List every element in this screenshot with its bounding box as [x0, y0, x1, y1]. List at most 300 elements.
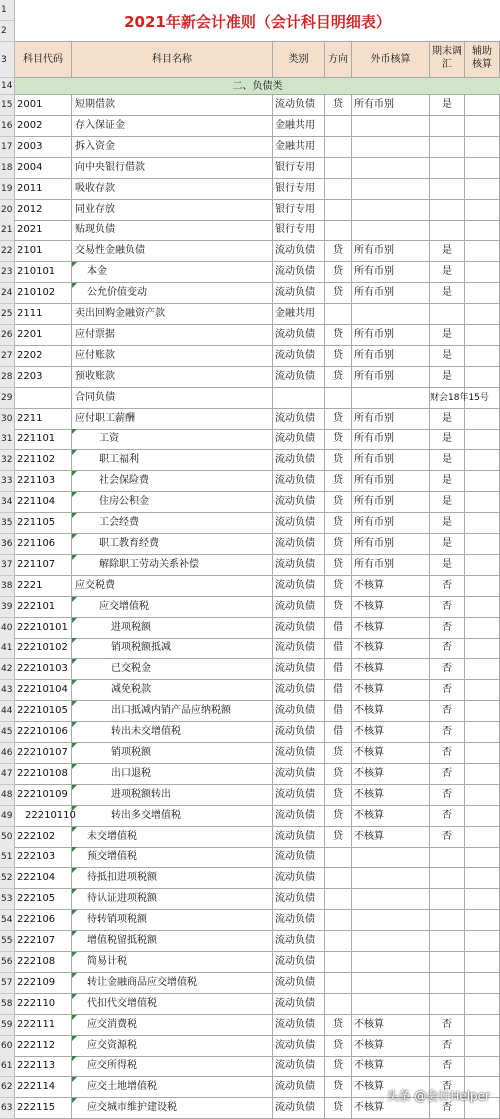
cell-period-adjust[interactable]: 否	[430, 827, 465, 848]
cell-fx[interactable]: 不核算	[352, 764, 430, 785]
cell-direction[interactable]	[325, 220, 352, 241]
cell-name[interactable]: 待认证进项税额	[72, 889, 273, 910]
cell-auxiliary[interactable]	[465, 534, 500, 555]
row-number[interactable]: 48	[0, 785, 15, 806]
cell-fx[interactable]: 不核算	[352, 827, 430, 848]
cell-name[interactable]: 本金	[72, 262, 273, 283]
cell-direction[interactable]: 贷	[325, 325, 352, 346]
cell-name[interactable]: 应交所得税	[72, 1056, 273, 1077]
cell-code[interactable]: 222113	[15, 1056, 72, 1077]
cell-period-adjust[interactable]	[430, 889, 465, 910]
cell-code[interactable]: 222101	[15, 597, 72, 618]
cell-auxiliary[interactable]	[465, 806, 500, 827]
row-number[interactable]: 37	[0, 555, 15, 576]
cell-period-adjust[interactable]: 否	[430, 597, 465, 618]
cell-name[interactable]: 存入保证金	[72, 116, 273, 137]
row-number[interactable]: 42	[0, 659, 15, 680]
row-number[interactable]: 57	[0, 973, 15, 994]
cell-name[interactable]: 减免税款	[72, 680, 273, 701]
cell-period-adjust[interactable]: 是	[430, 450, 465, 471]
row-number[interactable]: 58	[0, 994, 15, 1015]
cell-code[interactable]: 22210107	[15, 743, 72, 764]
cell-fx[interactable]: 所有币别	[352, 409, 430, 430]
cell-fx[interactable]	[352, 304, 430, 325]
cell-direction[interactable]	[325, 931, 352, 952]
cell-fx[interactable]: 不核算	[352, 806, 430, 827]
cell-category[interactable]: 流动负债	[273, 95, 325, 116]
cell-name[interactable]: 应交土地增值税	[72, 1077, 273, 1098]
cell-code[interactable]: 222112	[15, 1036, 72, 1057]
cell-period-adjust[interactable]: 否	[430, 785, 465, 806]
cell-fx[interactable]: 不核算	[352, 722, 430, 743]
cell-name[interactable]: 职工福利	[72, 450, 273, 471]
cell-fx[interactable]: 所有币别	[352, 555, 430, 576]
cell-category[interactable]: 银行专用	[273, 200, 325, 221]
cell-auxiliary[interactable]	[465, 304, 500, 325]
cell-name[interactable]: 增值税留抵税额	[72, 931, 273, 952]
cell-direction[interactable]: 贷	[325, 513, 352, 534]
cell-direction[interactable]: 贷	[325, 743, 352, 764]
cell-fx[interactable]: 不核算	[352, 1036, 430, 1057]
cell-auxiliary[interactable]	[465, 346, 500, 367]
cell-period-adjust[interactable]	[430, 994, 465, 1015]
row-number[interactable]: 61	[0, 1056, 15, 1077]
cell-auxiliary[interactable]	[465, 513, 500, 534]
cell-name[interactable]: 短期借款	[72, 95, 273, 116]
cell-auxiliary[interactable]	[465, 597, 500, 618]
cell-auxiliary[interactable]	[465, 889, 500, 910]
cell-name[interactable]: 预交增值税	[72, 847, 273, 868]
cell-code[interactable]: 222105	[15, 889, 72, 910]
cell-direction[interactable]: 贷	[325, 367, 352, 388]
cell-category[interactable]: 流动负债	[273, 994, 325, 1015]
cell-period-adjust[interactable]	[430, 847, 465, 868]
cell-category[interactable]: 流动负债	[273, 471, 325, 492]
cell-fx[interactable]	[352, 931, 430, 952]
cell-direction[interactable]: 贷	[325, 1077, 352, 1098]
cell-period-adjust[interactable]	[430, 179, 465, 200]
cell-auxiliary[interactable]	[465, 409, 500, 430]
cell-name[interactable]: 应交资源税	[72, 1036, 273, 1057]
cell-direction[interactable]: 贷	[325, 785, 352, 806]
cell-fx[interactable]: 不核算	[352, 785, 430, 806]
cell-code[interactable]: 22210105	[15, 701, 72, 722]
header-code[interactable]: 科目代码	[15, 42, 72, 78]
cell-category[interactable]: 流动负债	[273, 659, 325, 680]
cell-code[interactable]: 22210101	[15, 618, 72, 639]
cell-code[interactable]: 222111	[15, 1015, 72, 1036]
cell-direction[interactable]: 贷	[325, 534, 352, 555]
cell-category[interactable]: 流动负债	[273, 346, 325, 367]
cell-name[interactable]: 社会保险费	[72, 471, 273, 492]
row-number[interactable]: 18	[0, 158, 15, 179]
row-number[interactable]: 28	[0, 367, 15, 388]
cell-direction[interactable]	[325, 868, 352, 889]
cell-name[interactable]: 向中央银行借款	[72, 158, 273, 179]
row-number[interactable]: 38	[0, 576, 15, 597]
cell-fx[interactable]: 不核算	[352, 576, 430, 597]
cell-category[interactable]: 流动负债	[273, 429, 325, 450]
cell-direction[interactable]: 贷	[325, 764, 352, 785]
cell-category[interactable]: 金融共用	[273, 116, 325, 137]
cell-category[interactable]: 流动负债	[273, 325, 325, 346]
cell-name[interactable]: 销项税额	[72, 743, 273, 764]
cell-fx[interactable]	[352, 952, 430, 973]
cell-fx[interactable]: 不核算	[352, 659, 430, 680]
cell-name[interactable]: 代扣代交增值税	[72, 994, 273, 1015]
cell-fx[interactable]	[352, 868, 430, 889]
cell-name[interactable]: 合同负债	[72, 388, 273, 409]
cell-code[interactable]: 22210110	[15, 806, 72, 827]
cell-period-adjust[interactable]	[430, 910, 465, 931]
cell-fx[interactable]: 所有币别	[352, 429, 430, 450]
cell-auxiliary[interactable]	[465, 722, 500, 743]
row-number[interactable]: 62	[0, 1077, 15, 1098]
cell-category[interactable]: 金融共用	[273, 304, 325, 325]
cell-auxiliary[interactable]	[465, 429, 500, 450]
cell-code[interactable]: 2011	[15, 179, 72, 200]
cell-auxiliary[interactable]	[465, 847, 500, 868]
cell-category[interactable]: 流动负债	[273, 1015, 325, 1036]
cell-code[interactable]: 210102	[15, 283, 72, 304]
cell-direction[interactable]: 贷	[325, 1015, 352, 1036]
cell-fx[interactable]: 所有币别	[352, 325, 430, 346]
cell-name[interactable]: 转出多交增值税	[72, 806, 273, 827]
cell-category[interactable]: 流动负债	[273, 618, 325, 639]
cell-fx[interactable]: 不核算	[352, 1077, 430, 1098]
cell-auxiliary[interactable]	[465, 910, 500, 931]
row-number[interactable]: 47	[0, 764, 15, 785]
header-direction[interactable]: 方向	[325, 42, 352, 78]
cell-auxiliary[interactable]	[465, 931, 500, 952]
cell-direction[interactable]: 贷	[325, 346, 352, 367]
cell-auxiliary[interactable]	[465, 471, 500, 492]
cell-name[interactable]: 工会经费	[72, 513, 273, 534]
cell-category[interactable]: 流动负债	[273, 847, 325, 868]
cell-category[interactable]: 流动负债	[273, 513, 325, 534]
cell-code[interactable]: 222108	[15, 952, 72, 973]
cell-period-adjust[interactable]: 是	[430, 346, 465, 367]
cell-direction[interactable]: 贷	[325, 262, 352, 283]
cell-code[interactable]: 222107	[15, 931, 72, 952]
cell-period-adjust[interactable]: 否	[430, 1056, 465, 1077]
cell-direction[interactable]: 贷	[325, 806, 352, 827]
cell-direction[interactable]: 借	[325, 701, 352, 722]
cell-fx[interactable]: 所有币别	[352, 471, 430, 492]
cell-fx[interactable]: 所有币别	[352, 346, 430, 367]
cell-fx[interactable]	[352, 910, 430, 931]
cell-name[interactable]: 进项税额转出	[72, 785, 273, 806]
row-number[interactable]: 3	[0, 42, 15, 78]
cell-code[interactable]: 22210109	[15, 785, 72, 806]
cell-code[interactable]: 221106	[15, 534, 72, 555]
header-category[interactable]: 类别	[273, 42, 325, 78]
cell-period-adjust[interactable]: 否	[430, 1098, 465, 1119]
cell-code[interactable]: 2101	[15, 241, 72, 262]
cell-category[interactable]: 流动负债	[273, 806, 325, 827]
cell-fx[interactable]: 不核算	[352, 597, 430, 618]
cell-direction[interactable]: 借	[325, 680, 352, 701]
row-number[interactable]: 44	[0, 701, 15, 722]
cell-period-adjust[interactable]	[430, 868, 465, 889]
cell-period-adjust[interactable]: 否	[430, 659, 465, 680]
cell-name[interactable]: 已交税金	[72, 659, 273, 680]
cell-category[interactable]: 流动负债	[273, 910, 325, 931]
cell-name[interactable]: 卖出回购金融资产款	[72, 304, 273, 325]
header-period-adjust[interactable]: 期末调汇	[430, 42, 465, 78]
cell-direction[interactable]: 贷	[325, 576, 352, 597]
row-number[interactable]: 32	[0, 450, 15, 471]
cell-name[interactable]: 待转销项税额	[72, 910, 273, 931]
cell-fx[interactable]: 所有币别	[352, 241, 430, 262]
cell-code[interactable]: 222106	[15, 910, 72, 931]
cell-auxiliary[interactable]	[465, 200, 500, 221]
cell-code[interactable]: 2203	[15, 367, 72, 388]
cell-fx[interactable]: 不核算	[352, 638, 430, 659]
cell-direction[interactable]: 贷	[325, 1036, 352, 1057]
cell-category[interactable]	[273, 388, 325, 409]
cell-name[interactable]: 吸收存款	[72, 179, 273, 200]
cell-name[interactable]: 简易计税	[72, 952, 273, 973]
cell-direction[interactable]: 贷	[325, 283, 352, 304]
cell-auxiliary[interactable]	[465, 241, 500, 262]
cell-code[interactable]: 221102	[15, 450, 72, 471]
cell-direction[interactable]: 贷	[325, 492, 352, 513]
row-number[interactable]: 59	[0, 1015, 15, 1036]
cell-name[interactable]: 未交增值税	[72, 827, 273, 848]
cell-fx[interactable]: 不核算	[352, 743, 430, 764]
cell-category[interactable]: 流动负债	[273, 283, 325, 304]
cell-fx[interactable]	[352, 847, 430, 868]
cell-code[interactable]: 2002	[15, 116, 72, 137]
cell-period-adjust[interactable]	[430, 952, 465, 973]
row-number[interactable]: 1	[0, 0, 15, 21]
row-number[interactable]: 30	[0, 409, 15, 430]
cell-code[interactable]: 2111	[15, 304, 72, 325]
cell-period-adjust[interactable]	[430, 158, 465, 179]
cell-category[interactable]: 流动负债	[273, 555, 325, 576]
cell-fx[interactable]: 所有币别	[352, 262, 430, 283]
cell-period-adjust[interactable]: 否	[430, 743, 465, 764]
cell-direction[interactable]	[325, 973, 352, 994]
cell-name[interactable]: 出口抵减内销产品应纳税额	[72, 701, 273, 722]
row-number[interactable]: 35	[0, 513, 15, 534]
cell-period-adjust[interactable]: 是	[430, 409, 465, 430]
cell-category[interactable]: 流动负债	[273, 1036, 325, 1057]
cell-period-adjust[interactable]: 是	[430, 283, 465, 304]
cell-auxiliary[interactable]	[465, 450, 500, 471]
row-number[interactable]: 2	[0, 21, 15, 42]
cell-code[interactable]	[15, 388, 72, 409]
cell-period-adjust[interactable]	[430, 137, 465, 158]
cell-auxiliary[interactable]	[465, 638, 500, 659]
row-number[interactable]: 39	[0, 597, 15, 618]
cell-direction[interactable]: 借	[325, 618, 352, 639]
cell-code[interactable]: 221101	[15, 429, 72, 450]
cell-category[interactable]: 流动负债	[273, 450, 325, 471]
cell-name[interactable]: 进项税额	[72, 618, 273, 639]
cell-direction[interactable]: 借	[325, 722, 352, 743]
cell-direction[interactable]	[325, 952, 352, 973]
row-number[interactable]: 29	[0, 388, 15, 409]
cell-auxiliary[interactable]	[465, 576, 500, 597]
cell-auxiliary[interactable]	[465, 952, 500, 973]
cell-direction[interactable]: 贷	[325, 471, 352, 492]
cell-period-adjust[interactable]: 是	[430, 262, 465, 283]
row-number[interactable]: 40	[0, 618, 15, 639]
cell-period-adjust[interactable]	[430, 931, 465, 952]
row-number[interactable]: 54	[0, 910, 15, 931]
cell-auxiliary[interactable]	[465, 283, 500, 304]
cell-direction[interactable]: 贷	[325, 827, 352, 848]
row-number[interactable]: 36	[0, 534, 15, 555]
cell-category[interactable]: 流动负债	[273, 1077, 325, 1098]
cell-name[interactable]: 应交税费	[72, 576, 273, 597]
cell-code[interactable]: 2004	[15, 158, 72, 179]
row-number[interactable]: 14	[0, 78, 15, 95]
cell-period-adjust[interactable]: 是	[430, 471, 465, 492]
cell-direction[interactable]	[325, 179, 352, 200]
cell-direction[interactable]	[325, 158, 352, 179]
header-auxiliary[interactable]: 辅助核算	[465, 42, 500, 78]
cell-period-adjust[interactable]: 否	[430, 764, 465, 785]
cell-name[interactable]: 转出未交增值税	[72, 722, 273, 743]
cell-category[interactable]: 流动负债	[273, 638, 325, 659]
cell-fx[interactable]: 不核算	[352, 1015, 430, 1036]
cell-fx[interactable]: 所有币别	[352, 450, 430, 471]
cell-fx[interactable]	[352, 220, 430, 241]
cell-fx[interactable]: 不核算	[352, 1098, 430, 1119]
cell-direction[interactable]: 贷	[325, 429, 352, 450]
row-number[interactable]: 63	[0, 1098, 15, 1119]
cell-direction[interactable]	[325, 847, 352, 868]
cell-code[interactable]: 222110	[15, 994, 72, 1015]
cell-category[interactable]: 流动负债	[273, 827, 325, 848]
cell-auxiliary[interactable]	[465, 367, 500, 388]
cell-period-adjust[interactable]: 是	[430, 241, 465, 262]
row-number[interactable]: 60	[0, 1036, 15, 1057]
cell-period-adjust[interactable]: 否	[430, 701, 465, 722]
row-number[interactable]: 20	[0, 200, 15, 221]
row-number[interactable]: 25	[0, 304, 15, 325]
cell-code[interactable]: 2012	[15, 200, 72, 221]
row-number[interactable]: 55	[0, 931, 15, 952]
cell-period-adjust[interactable]	[430, 220, 465, 241]
cell-name[interactable]: 应付票据	[72, 325, 273, 346]
cell-name[interactable]: 贴现负债	[72, 220, 273, 241]
cell-code[interactable]: 2021	[15, 220, 72, 241]
cell-direction[interactable]: 贷	[325, 409, 352, 430]
cell-name[interactable]: 应交消费税	[72, 1015, 273, 1036]
cell-fx[interactable]	[352, 158, 430, 179]
cell-direction[interactable]: 贷	[325, 241, 352, 262]
cell-period-adjust[interactable]: 否	[430, 638, 465, 659]
cell-auxiliary[interactable]	[465, 262, 500, 283]
cell-code[interactable]: 222109	[15, 973, 72, 994]
cell-fx[interactable]: 所有币别	[352, 283, 430, 304]
cell-direction[interactable]: 借	[325, 659, 352, 680]
cell-category[interactable]: 流动负债	[273, 868, 325, 889]
row-number[interactable]: 17	[0, 137, 15, 158]
cell-period-adjust[interactable]	[430, 973, 465, 994]
cell-fx[interactable]	[352, 179, 430, 200]
row-number[interactable]: 15	[0, 95, 15, 116]
cell-auxiliary[interactable]	[465, 743, 500, 764]
row-number[interactable]: 33	[0, 471, 15, 492]
cell-direction[interactable]: 贷	[325, 597, 352, 618]
cell-category[interactable]: 流动负债	[273, 1098, 325, 1119]
row-number[interactable]: 34	[0, 492, 15, 513]
cell-name[interactable]: 应付账款	[72, 346, 273, 367]
cell-name[interactable]: 应交增值税	[72, 597, 273, 618]
cell-name[interactable]: 转让金融商品应交增值税	[72, 973, 273, 994]
cell-auxiliary[interactable]	[465, 659, 500, 680]
row-number[interactable]: 21	[0, 220, 15, 241]
cell-category[interactable]: 流动负债	[273, 534, 325, 555]
cell-code[interactable]: 221107	[15, 555, 72, 576]
cell-code[interactable]: 22210108	[15, 764, 72, 785]
cell-category[interactable]: 银行专用	[273, 220, 325, 241]
cell-period-adjust[interactable]: 否	[430, 722, 465, 743]
cell-code[interactable]: 22210106	[15, 722, 72, 743]
cell-code[interactable]: 221103	[15, 471, 72, 492]
cell-category[interactable]: 流动负债	[273, 743, 325, 764]
cell-auxiliary[interactable]: 财会18年15号	[429, 388, 500, 409]
cell-category[interactable]: 流动负债	[273, 764, 325, 785]
cell-direction[interactable]: 借	[325, 638, 352, 659]
row-number[interactable]: 50	[0, 827, 15, 848]
cell-fx[interactable]: 所有币别	[352, 367, 430, 388]
row-number[interactable]: 52	[0, 868, 15, 889]
cell-code[interactable]: 222104	[15, 868, 72, 889]
cell-auxiliary[interactable]	[465, 994, 500, 1015]
cell-auxiliary[interactable]	[465, 618, 500, 639]
cell-auxiliary[interactable]	[465, 325, 500, 346]
cell-period-adjust[interactable]: 否	[430, 1015, 465, 1036]
cell-auxiliary[interactable]	[465, 764, 500, 785]
cell-direction[interactable]	[325, 200, 352, 221]
cell-code[interactable]: 221105	[15, 513, 72, 534]
cell-code[interactable]: 210101	[15, 262, 72, 283]
cell-category[interactable]: 流动负债	[273, 701, 325, 722]
cell-fx[interactable]	[352, 994, 430, 1015]
cell-fx[interactable]: 所有币别	[352, 534, 430, 555]
row-number[interactable]: 23	[0, 262, 15, 283]
cell-name[interactable]: 工资	[72, 429, 273, 450]
cell-direction[interactable]	[325, 994, 352, 1015]
cell-name[interactable]: 职工教育经费	[72, 534, 273, 555]
cell-auxiliary[interactable]	[465, 680, 500, 701]
cell-period-adjust[interactable]: 否	[430, 1077, 465, 1098]
cell-auxiliary[interactable]	[465, 137, 500, 158]
cell-category[interactable]: 流动负债	[273, 952, 325, 973]
cell-fx[interactable]: 不核算	[352, 680, 430, 701]
row-number[interactable]: 43	[0, 680, 15, 701]
cell-name[interactable]: 预收账款	[72, 367, 273, 388]
row-number[interactable]: 27	[0, 346, 15, 367]
cell-auxiliary[interactable]	[465, 492, 500, 513]
cell-direction[interactable]: 贷	[325, 1056, 352, 1077]
cell-category[interactable]: 流动负债	[273, 1056, 325, 1077]
header-fx[interactable]: 外币核算	[352, 42, 430, 78]
cell-category[interactable]: 流动负债	[273, 597, 325, 618]
cell-code[interactable]: 221104	[15, 492, 72, 513]
cell-period-adjust[interactable]	[430, 304, 465, 325]
cell-category[interactable]: 流动负债	[273, 722, 325, 743]
cell-period-adjust[interactable]	[430, 200, 465, 221]
cell-direction[interactable]	[325, 388, 352, 409]
cell-auxiliary[interactable]	[465, 116, 500, 137]
